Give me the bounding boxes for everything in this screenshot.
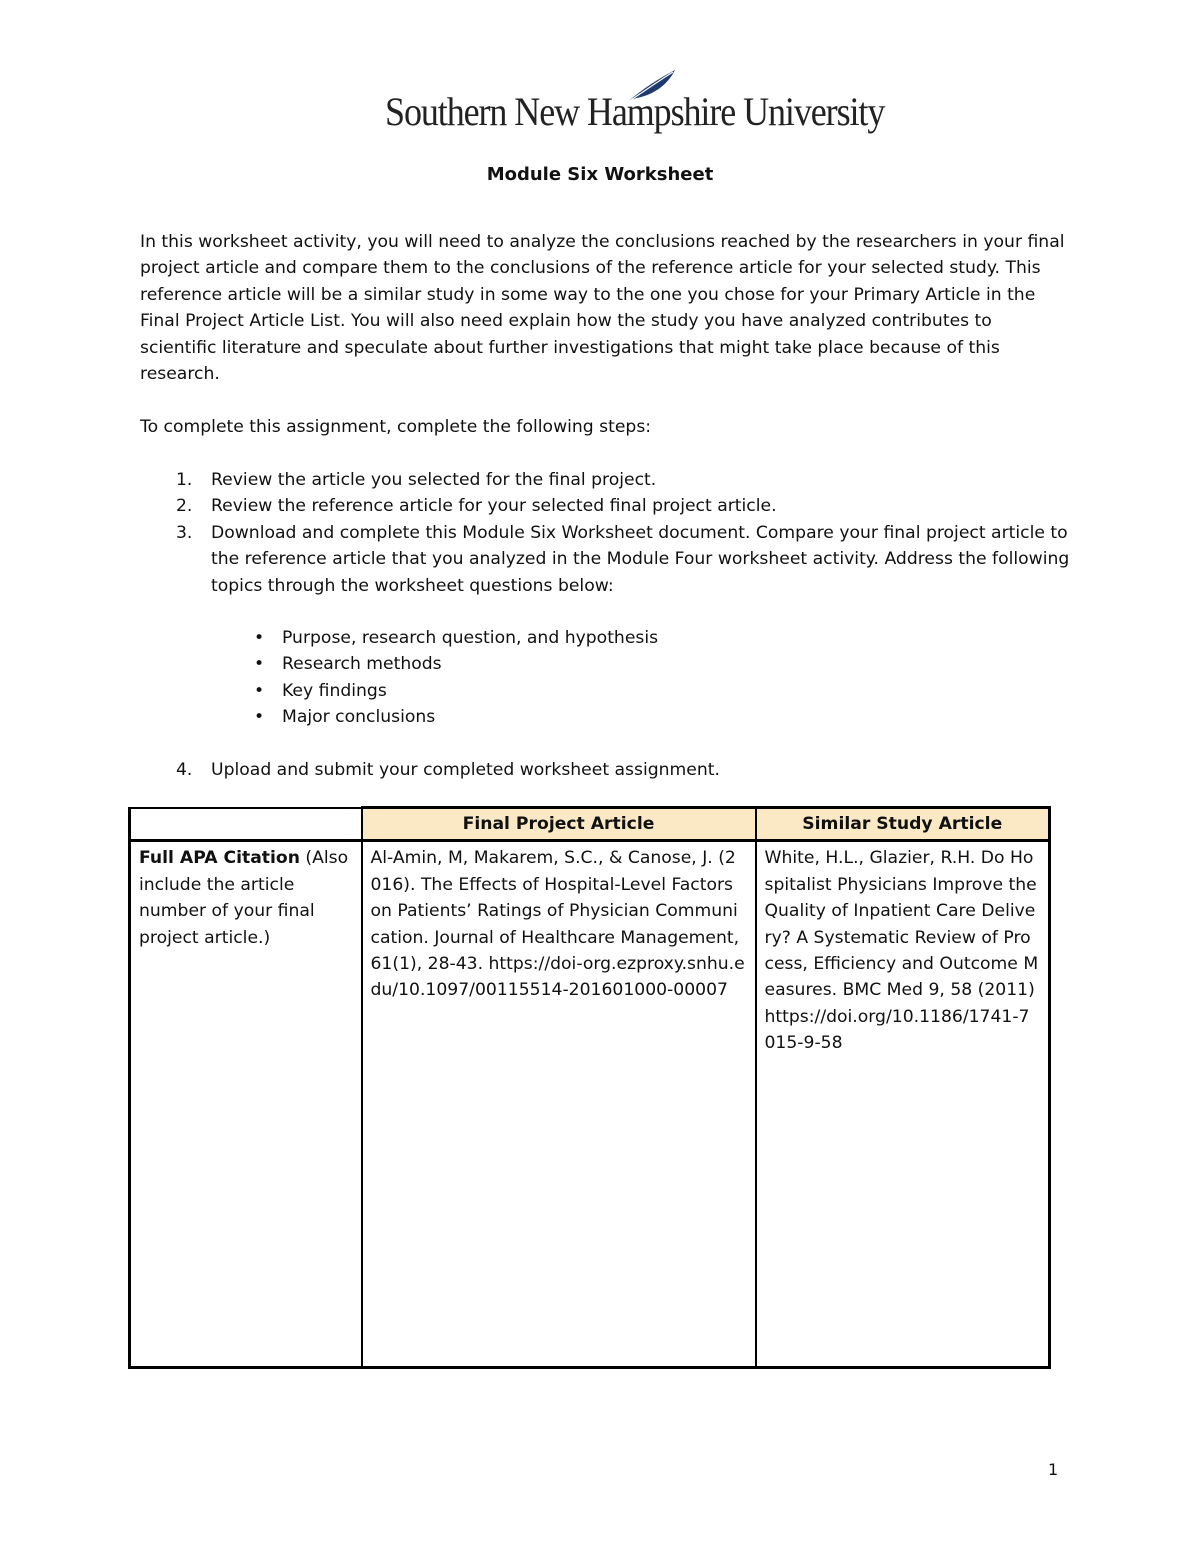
topic-text: Major conclusions: [282, 707, 436, 728]
topics-list: [140, 625, 1070, 731]
step-number: 1.: [176, 470, 193, 490]
step-number: 3.: [176, 522, 193, 543]
step-number: 2.: [176, 496, 193, 517]
step-text: Review the reference article for your selected final project article.: [211, 496, 777, 517]
topic-text: Research methods: [282, 654, 442, 675]
step-text: Upload and submit your completed worksheet assignment.: [211, 760, 720, 780]
list-item: [140, 467, 1070, 493]
final-citation-cell[interactable]: Al-Amin, M, Makarem, S.C., & Canose, J. (2016). The Effects of Hospital-Level Factors on Patients’ Ratings of Physician Communication. Journal of Healthcare Management, 61(1), 28-43. https://doi-org.ezproxy.snhu.edu/10.1097/00115514-201601000-00007: [362, 841, 756, 1368]
leaf-icon: [623, 68, 679, 106]
row-label-bold: Full APA Citation: [139, 848, 300, 869]
bullet-icon: •: [254, 707, 265, 728]
steps-list: [140, 467, 1070, 599]
row-label-note: (Also include the article number of your final project article.): [139, 848, 349, 948]
list-item: [140, 704, 1070, 730]
list-item: [140, 757, 1070, 783]
list-item: [140, 520, 1070, 599]
step-number: 4.: [176, 760, 193, 780]
bullet-icon: •: [254, 654, 265, 675]
steps-intro: To complete this assignment, complete the following steps:: [140, 417, 652, 437]
worksheet-table: [128, 806, 1051, 1369]
row-label-cell: [130, 841, 362, 1368]
topic-text: Key findings: [282, 680, 387, 701]
bullet-icon: •: [254, 680, 265, 701]
step-text: Review the article you selected for the final project.: [211, 470, 657, 490]
intro-paragraph: In this worksheet activity, you will need to analyze the conclusions reached by the researchers in your final project article and compare them to the conclusions of the reference article for your selected study. This reference article will be a similar study in some way to the one you chose for your Primary Article in the Final Project Article List. You will also need explain how the study you have analyzed contributes to scientific literature and speculate about further investigations that might take place because of this research.: [140, 232, 1065, 385]
list-item: [140, 493, 1070, 519]
header-cell-final: Final Project Article: [362, 808, 756, 841]
list-item: [140, 625, 1070, 651]
list-item: [140, 678, 1070, 704]
header-cell-blank: [130, 808, 362, 841]
table-row: [130, 841, 1050, 1368]
header-cell-similar: Similar Study Article: [756, 808, 1050, 841]
university-logo: [385, 68, 885, 140]
logo-wordmark: Southern New Hampshire University: [385, 89, 885, 134]
step-text: Download and complete this Module Six Worksheet document. Compare your final project article to the reference article that you analyzed in the Module Four worksheet activity. Address the following topics through the worksheet questions below:: [211, 522, 1070, 596]
table-header-row: [130, 808, 1050, 841]
similar-citation-cell[interactable]: White, H.L., Glazier, R.H. Do Hospitalist Physicians Improve the Quality of Inpatient Care Delivery? A Systematic Review of Process, Efficiency and Outcome Measures. BMC Med 9, 58 (2011) https://doi.org/10.1186/1741-7015-9-58: [756, 841, 1050, 1368]
list-item: [140, 651, 1070, 677]
page-title: Module Six Worksheet: [486, 164, 714, 185]
topic-text: Purpose, research question, and hypothesis: [282, 628, 659, 648]
bullet-icon: •: [254, 628, 265, 648]
final-step-list: [140, 757, 1070, 783]
page-number: 1: [1048, 1460, 1059, 1479]
